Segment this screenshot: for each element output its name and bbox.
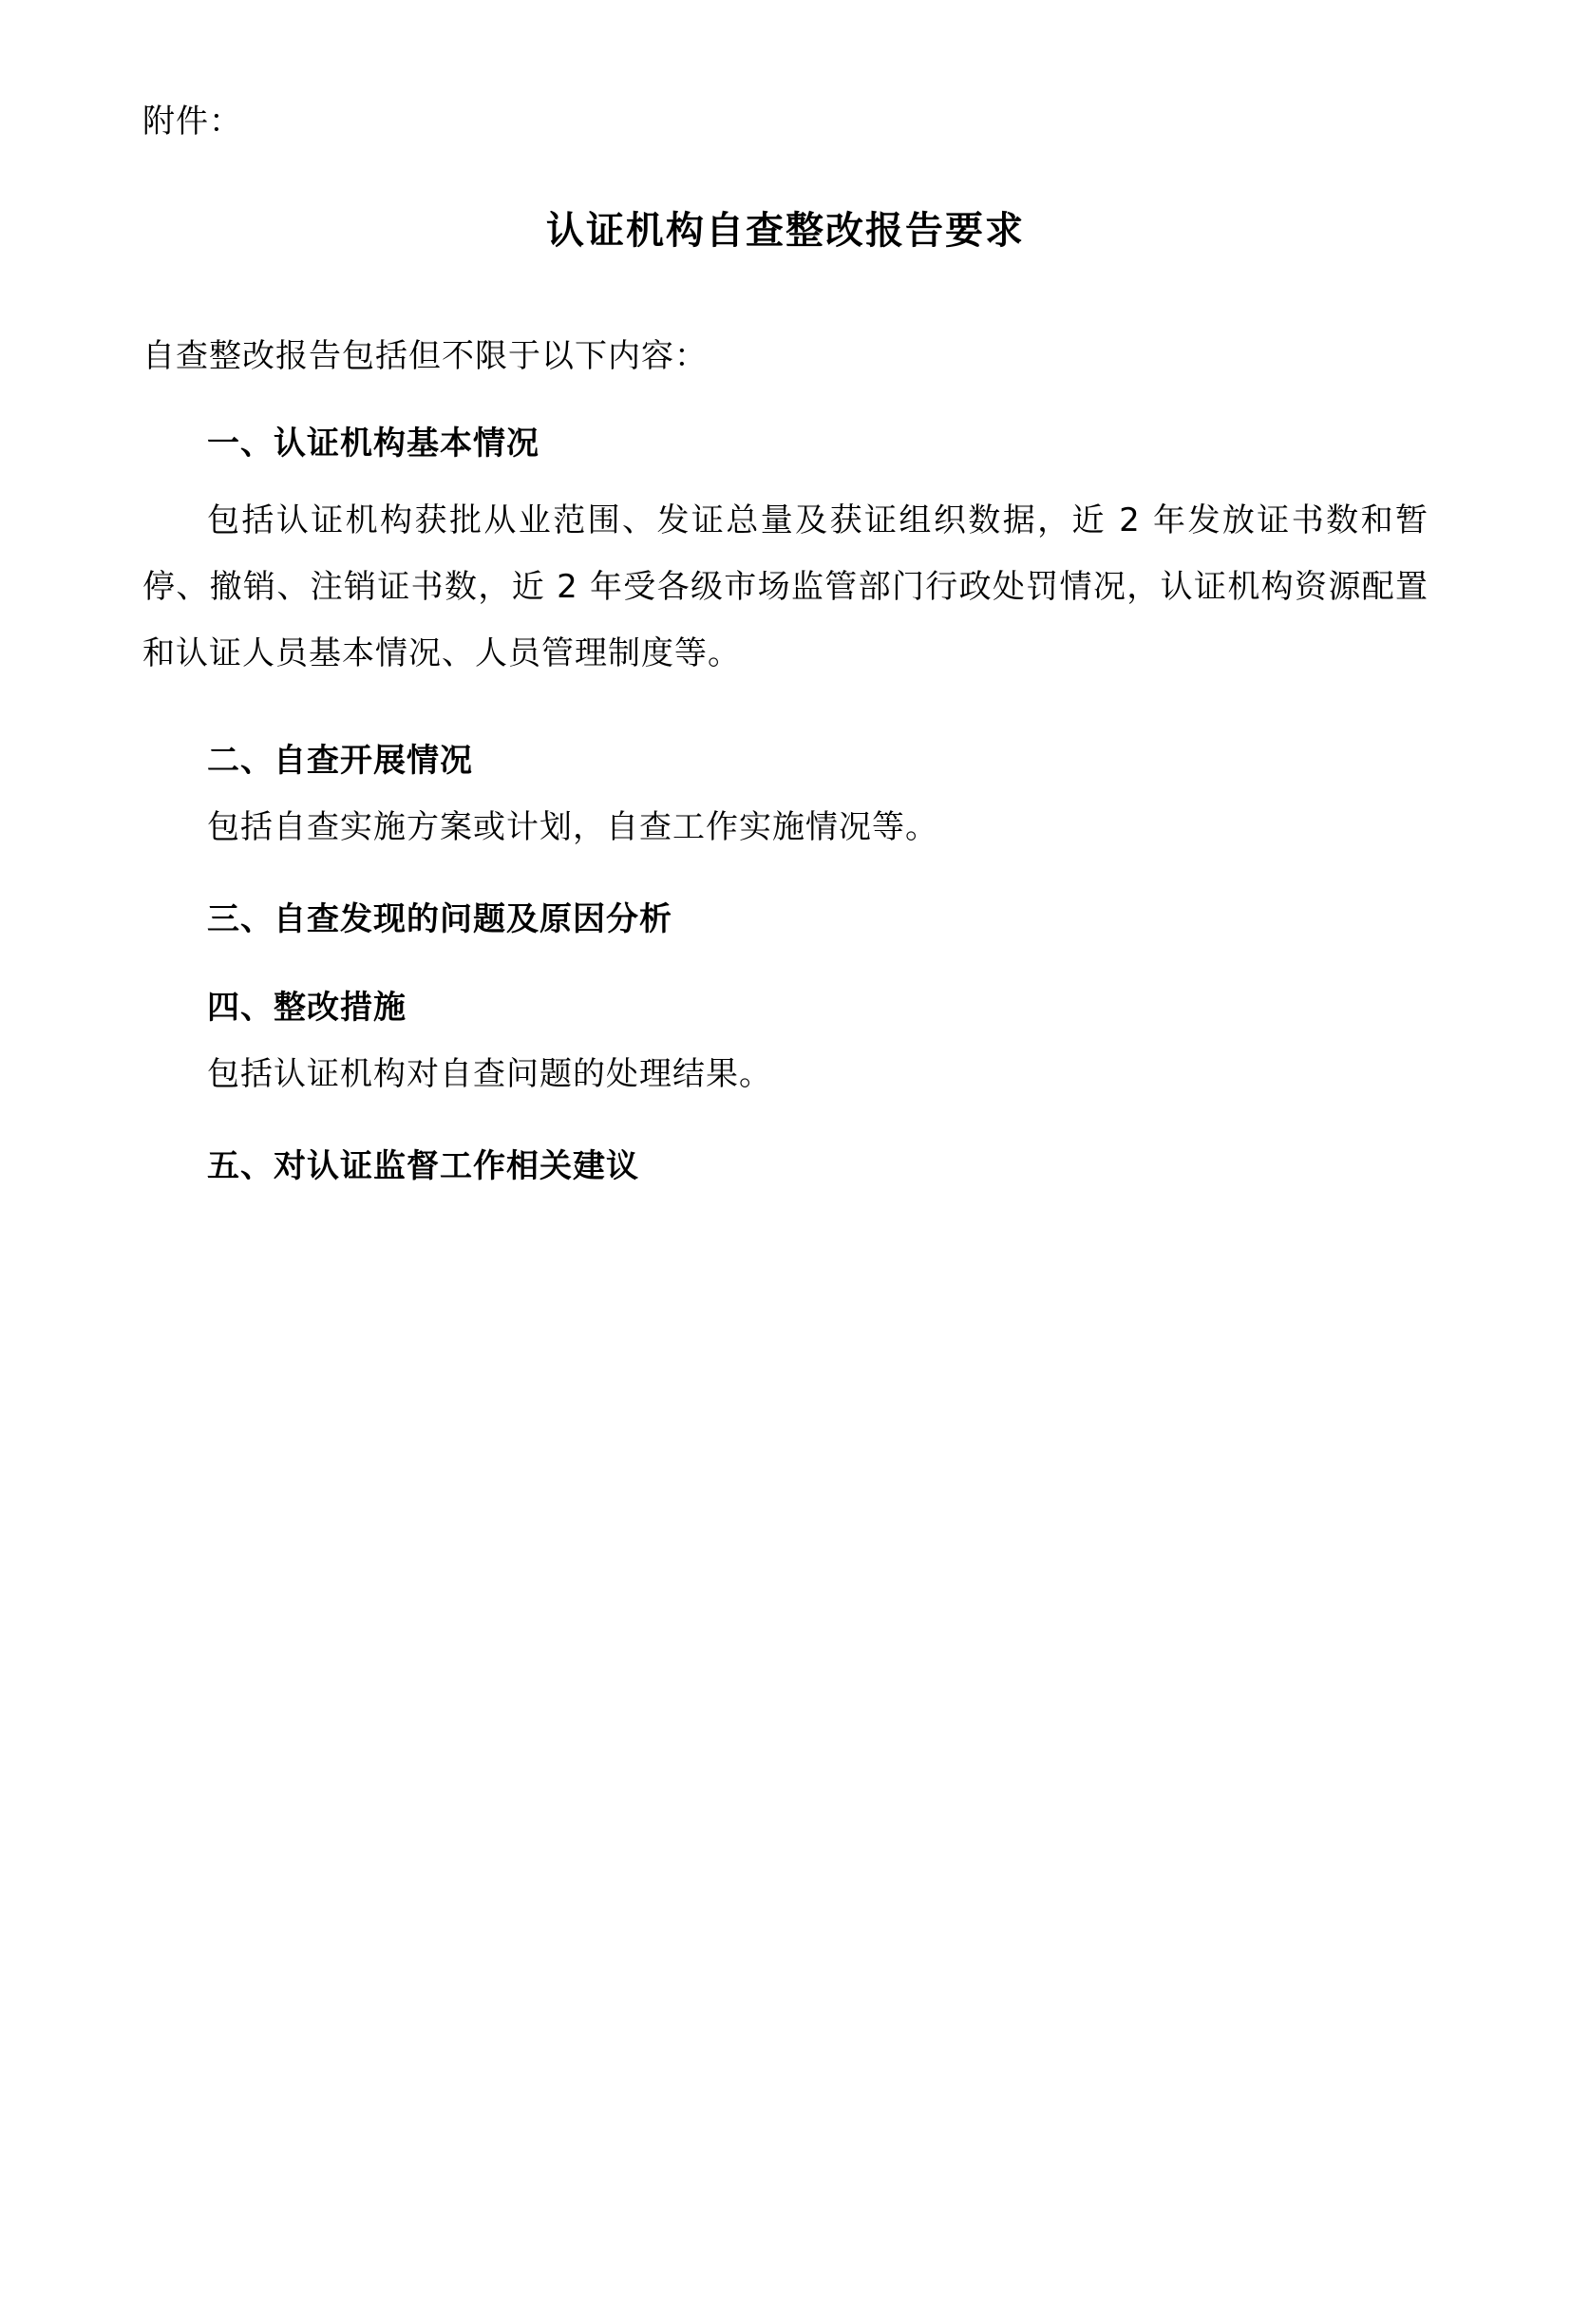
section-heading-4: 四、整改措施 xyxy=(207,989,407,1028)
section-heading-1: 一、认证机构基本情况 xyxy=(207,425,539,463)
attachment-label: 附件： xyxy=(142,103,242,141)
section-body-2: 包括自查实施方案或计划，自查工作实施情况等。 xyxy=(207,808,938,847)
section-heading-5: 五、对认证监督工作相关建议 xyxy=(207,1146,639,1185)
section-body-1: 包括认证机构获批从业范围、发证总量及获证组织数据，近 2 年发放证书数和暂停、撤销、注销证书数，近 2 年受各级市场监管部门行政处罚情况，认证机构资源配置和认证人员基本情况、人员管理制度等。 xyxy=(142,501,1429,672)
page-title: 认证机构自查整改报告要求 xyxy=(546,208,1025,253)
document-page xyxy=(0,103,1571,2324)
section-heading-3: 三、自查发现的问题及原因分析 xyxy=(207,900,672,939)
section-body-4: 包括认证机构对自查问题的处理结果。 xyxy=(207,1055,772,1094)
section-heading-2: 二、自查开展情况 xyxy=(207,742,473,781)
intro-paragraph: 自查整改报告包括但不限于以下内容： xyxy=(142,336,708,375)
